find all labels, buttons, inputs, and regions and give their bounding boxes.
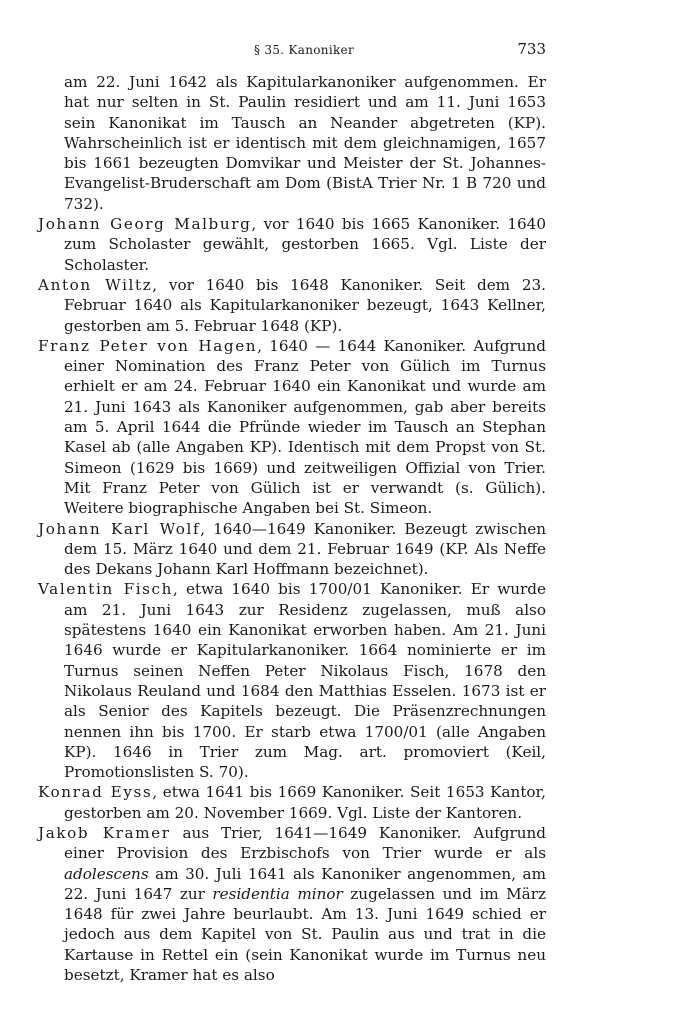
person-name: Johann Karl Wolf [38, 519, 201, 538]
person-name: Anton Wiltz [38, 275, 153, 294]
latin-term: adolescens [64, 864, 149, 883]
person-name: Franz Peter von Hagen [38, 336, 258, 355]
entry-hagen: Franz Peter von Hagen, 1640 — 1644 Kanoniker. Aufgrund einer Nomination des Franz Peter von Gülich im Turnus erhielt er am 24. Februar 1640 ein Kanonikat und wurde am 21. Juni 1643 als Kanoniker aufgenommen, gab aber bereits am 5. April 1644 die Pfründe wieder im Tausch an Stephan Kasel ab (alle Angaben KP). Identisch mit dem Propst von St. Simeon (1629 bis 1669) und zeitweiligen Offizial von Trier. Mit Franz Peter von Gülich ist er verwandt (s. Gülich). Weitere biographische Angaben bei St. Simeon. [38, 336, 547, 518]
entry-eyss: Konrad Eyss, etwa 1641 bis 1669 Kanoniker. Seit 1653 Kantor, gestorben am 20. November 1669. Vgl. Liste der Kantoren. [38, 783, 546, 822]
entry-continuation: am 22. Juni 1642 als Kapitularkanoniker aufgenommen. Er hat nur selten in St. Paulin residiert und am 11. Juni 1653 sein Kanonikat im Tausch an Neander abgetreten (KP). Wahrscheinlich ist er identisch mit dem gleichnamigen, 1657 bis 1661 bezeugten Domvikar und Meister der St. Johannes-Evangelist-Bruderschaft am Dom (BistA Trier Nr. 1 B 720 und 732). [64, 73, 546, 213]
latin-term: residentia minor [212, 884, 343, 903]
person-name: Jakob Kramer [38, 823, 171, 842]
section-title: § 35. Kanoniker [254, 43, 354, 57]
entry-wiltz: Anton Wiltz, vor 1640 bis 1648 Kanoniker. Seit dem 23. Februar 1640 als Kapitularkanoniker bezeugt, 1643 Kellner, gestorben am 5. Februar 1648 (KP). [38, 275, 546, 335]
person-name: Johann Georg Malburg [38, 215, 252, 234]
person-name: Valentin Fisch [38, 580, 174, 599]
entry-malburg: Johann Georg Malburg, vor 1640 bis 1665 Kanoniker. 1640 zum Scholaster gewählt, gestorben 1665. Vgl. Liste der Scholaster. [38, 215, 546, 274]
entry-fisch: Valentin Fisch, etwa 1640 bis 1700/01 Kanoniker. Er wurde am 21. Juni 1643 zur Residenz zugelassen, muß also spätestens 1640 ein Kanonikat erworben haben. Am 21. Juni 1646 wurde er Kapitularkanoniker. 1664 nominierte er im Turnus seinen Neffen Peter Nikolaus Fisch, 1678 den Nikolaus Reuland und 1684 den Matthias Esselen. 1673 ist er als Senior des Kapitels bezeugt. Die Präsenzrechnungen nennen ihn bis 1700. Er starb etwa 1700/01 (alle Angaben KP). 1646 in Trier zum Mag. art. promoviert (Keil, Promotionslisten S. 70). [38, 580, 546, 782]
entry-wolf: Johann Karl Wolf, 1640—1649 Kanoniker. Bezeugt zwischen dem 15. März 1640 und dem 21. Februar 1649 (KP. Als Neffe des Dekans Johann Karl Hoffmann bezeichnet). [38, 519, 546, 579]
page-number: 733 [517, 40, 546, 58]
entry-kramer: Jakob Kramer aus Trier, 1641—1649 Kanoniker. Aufgrund einer Provision des Erzbischofs von Trier wurde er als adolescens am 30. Juli 1641 als Kanoniker angenommen, am 22. Juni 1647 zur residentia minor zugelassen und im März 1648 für zwei Jahre beurlaubt. Am 13. Juni 1649 schied er jedoch aus dem Kapitel von St. Paulin aus und trat in die Kartause in Rettel ein (sein Kanonikat wurde im Turnus neu besetzt, Kramer hat es also [38, 823, 547, 985]
running-header [62, 40, 546, 60]
page-body [38, 72, 546, 985]
person-name: Konrad Eyss [38, 783, 153, 802]
